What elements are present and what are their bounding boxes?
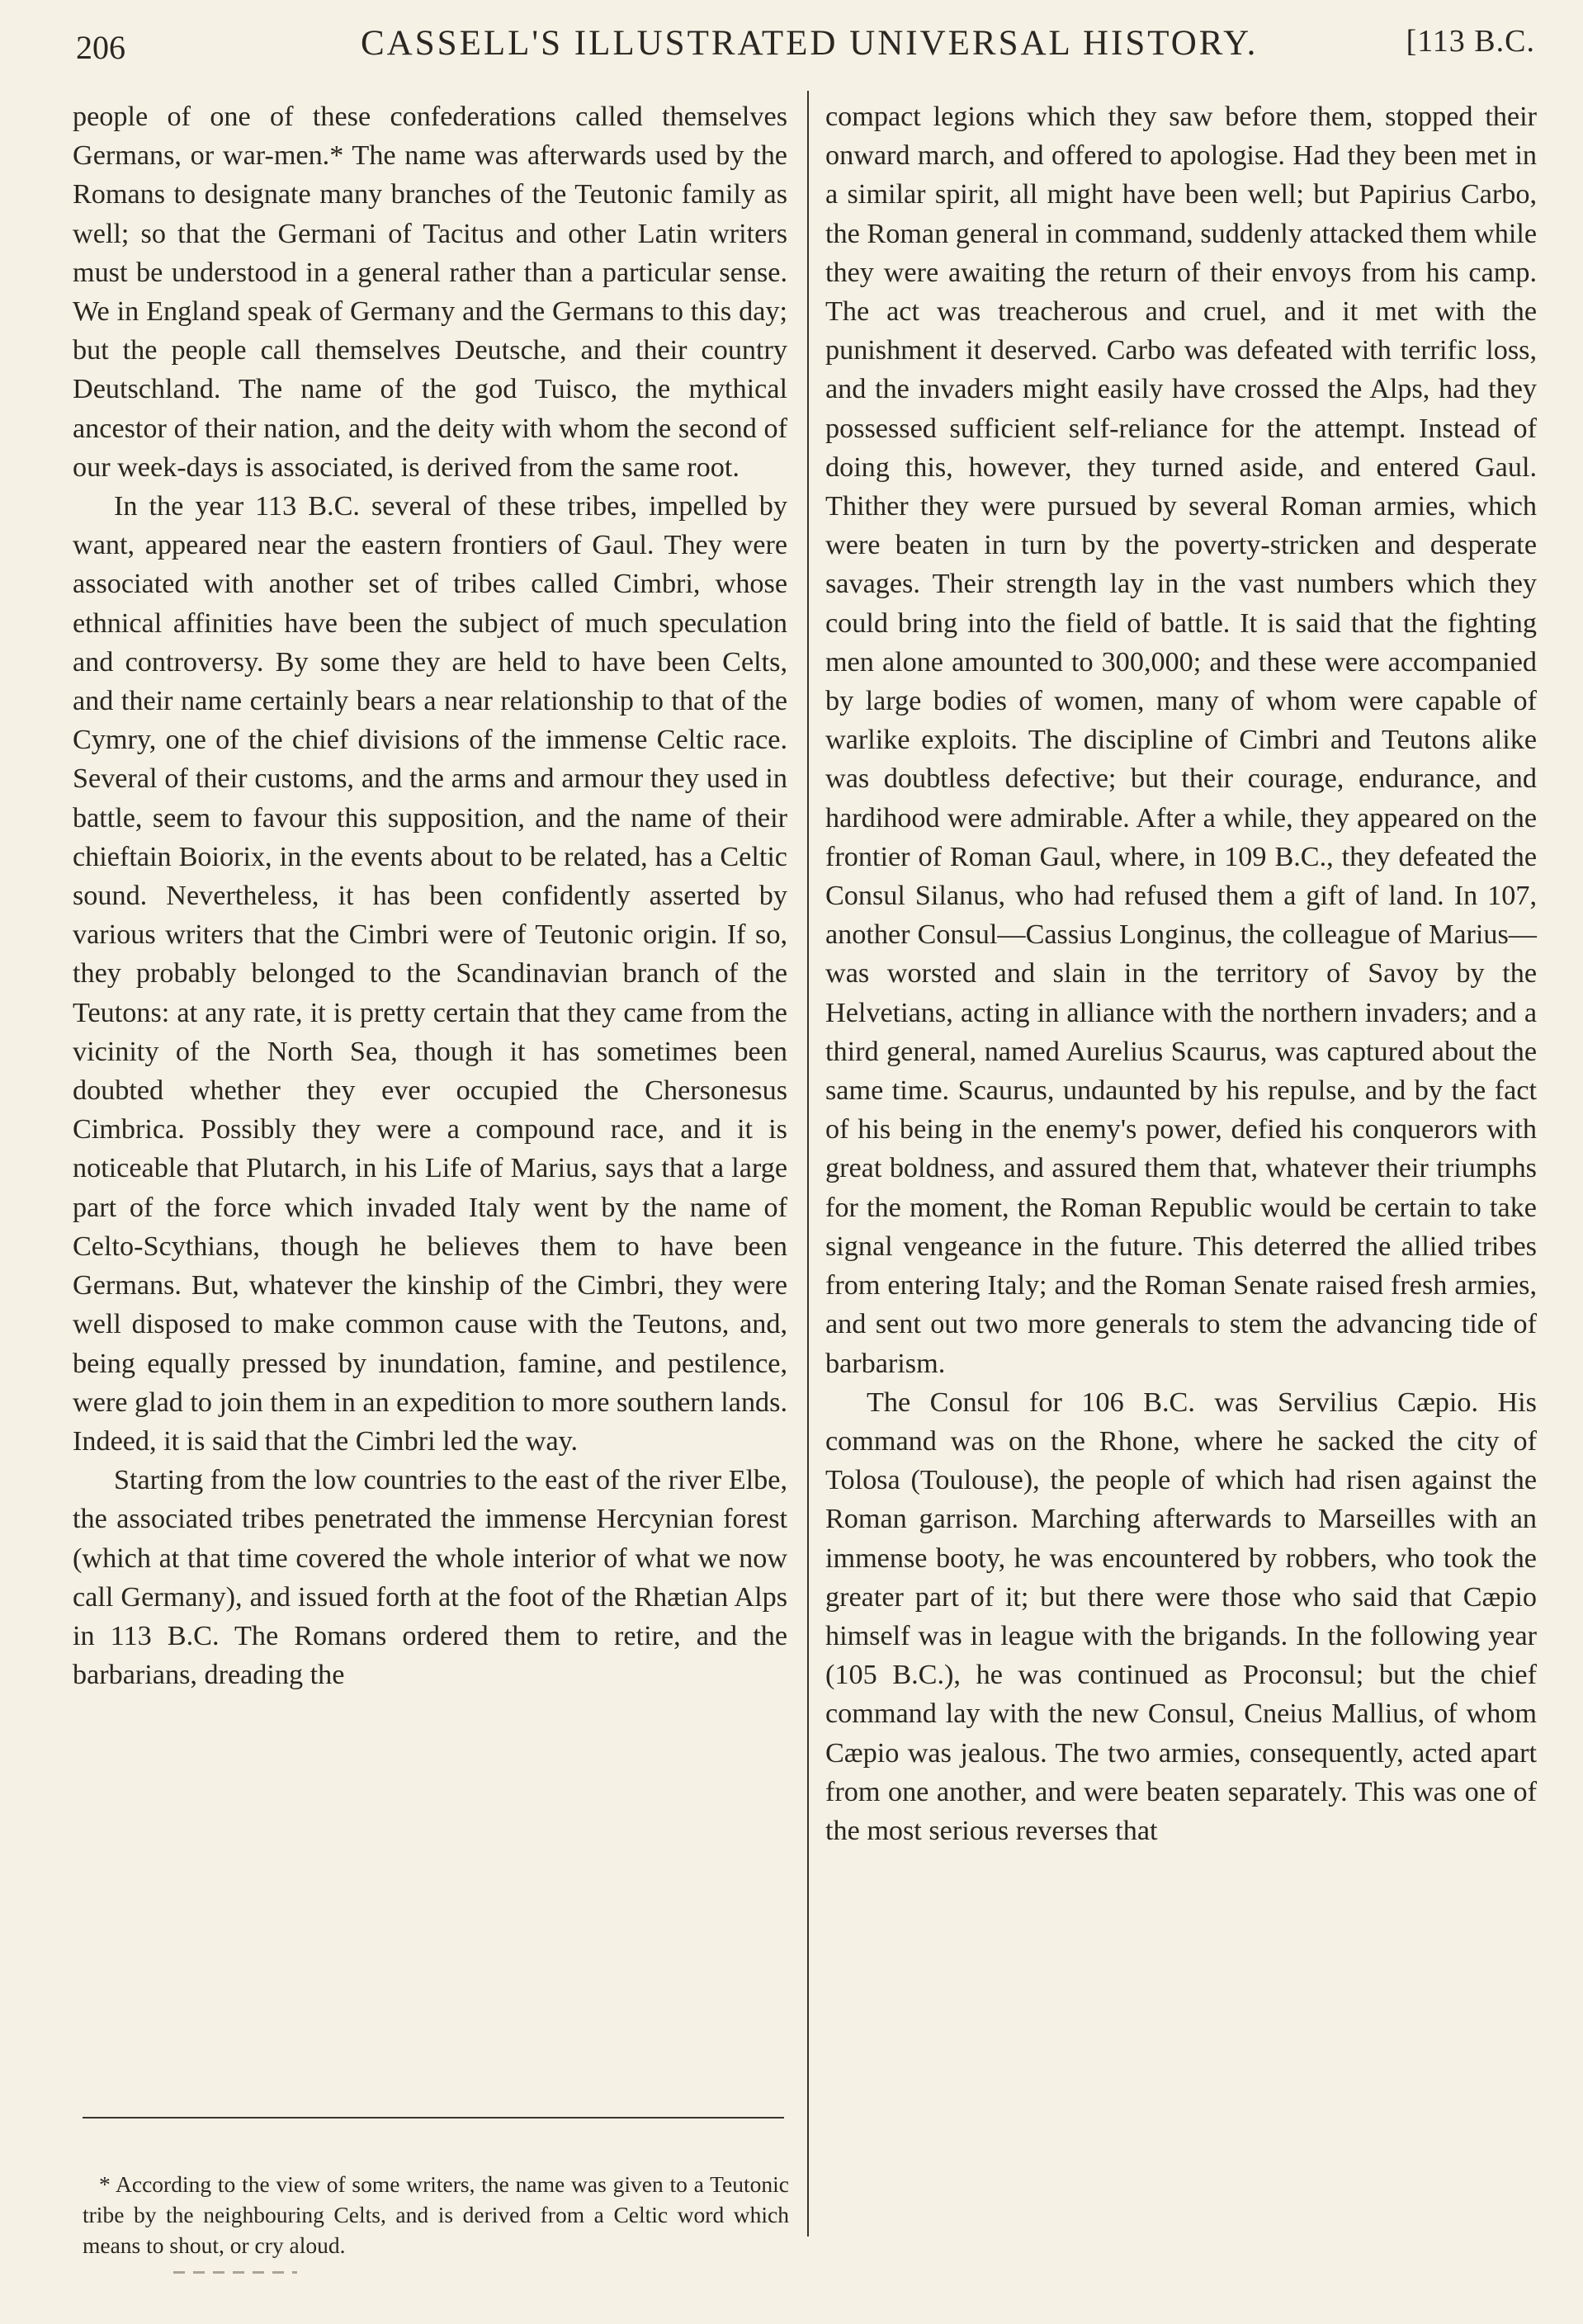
right-paragraph-1: compact legions which they saw before them, stopped their onward march, and offered to apologise. Had they been met in a similar spirit, all might have been well; but Papirius Carbo, the Roman general in command, suddenly attacked them while they were awaiting the return of their envoys from his camp. The act was treacherous and cruel, and it met with the punishment it deserved. Carbo was defeated with terrific loss, and the invaders might easily have crossed the Alps, had they possessed sufficient self-reliance for the attempt. Instead of doing this, however, they turned aside, and entered Gaul. Thither they were pursued by several Roman armies, which were beaten in turn by the poverty-stricken and desperate savages. Their strength lay in the vast numbers which they could bring into the field of battle. It is said that the fighting men alone amounted to 300,000; and these were accompanied by large bodies of women, many of whom were capable of warlike exploits. The discipline of Cimbri and Teutons alike was doubtless defective; but their courage, endurance, and hardihood were admirable. After a while, they appeared on the frontier of Roman Gaul, where, in 109 B.C., they defeated the Consul Silanus, who had refused them a gift of land. In 107, another Consul—Cassius Longinus, the colleague of Marius—was worsted and slain in the territory of Savoy by the Helvetians, acting in alliance with the northern invaders; and a third general, named Aurelius Scaurus, was captured about the same time. Scaurus, undaunted by his repulse, and by the fact of his being in the enemy's power, defied his conquerors with great boldness, and assured them that, whatever their triumphs for the moment, the Roman Republic would be certain to take signal vengeance in the future. This deterred the allied tribes from entering Italy; and the Roman Senate raised fresh armies, and sent out two more generals to stem the advancing tide of barbarism. (825, 102, 1537, 1379)
right-column (825, 97, 1537, 1850)
footnote-divider (83, 2117, 784, 2119)
left-paragraph-3: Starting from the low countries to the east of the river Elbe, the associated tribes penetrated the immense Hercynian forest (which at that time covered the whole interior of what we now call Germany), and issued forth at the foot of the Rhætian Alps in 113 B.C. The Romans ordered them to retire, and the barbarians, dreading the (73, 1465, 787, 1691)
print-smudge (173, 2271, 297, 2274)
left-column (73, 97, 787, 1694)
running-title: CASSELL'S ILLUSTRATED UNIVERSAL HISTORY. (361, 24, 1259, 63)
right-paragraph-2: The Consul for 106 B.C. was Servilius Cæpio. His command was on the Rhone, where he sacked the city of Tolosa (Toulouse), the people of which had risen against the Roman garrison. Marching afterwards to Marseilles with an immense booty, he was encountered by robbers, who took the greater part of it; but there were those who said that Cæpio himself was in league with the brigands. In the following year (105 B.C.), he was continued as Proconsul; but the chief command lay with the new Consul, Cneius Mallius, of whom Cæpio was jealous. The two armies, consequently, acted apart from one another, and were beaten separately. This was one of the most serious reverses that (825, 1386, 1537, 1846)
header-date: [113 B.C. (1406, 24, 1535, 59)
page-number: 206 (76, 29, 125, 66)
page-header (76, 23, 1535, 73)
left-paragraph-2: In the year 113 B.C. several of these tribes, impelled by want, appeared near the eastern frontiers of Gaul. They were associated with another set of tribes called Cimbri, whose ethnical affinities have been the subject of much speculation and controversy. By some they are held to have been Celts, and their name certainly bears a near relationship to that of the Cymry, one of the chief divisions of the immense Celtic race. Several of their customs, and the arms and armour they used in battle, seem to favour this supposition, and the name of their chieftain Boiorix, in the events about to be related, has a Celtic sound. Nevertheless, it has been confidently asserted by various writers that the Cimbri were of Teutonic origin. If so, they probably belonged to the Scandinavian branch of the Teutons: at any rate, it is pretty certain that they came from the vicinity of the North Sea, though it has sometimes been doubted whether they ever occupied the Chersonesus Cimbrica. Possibly they were a compound race, and it is noticeable that Plutarch, in his Life of Marius, says that a large part of the force which invaded Italy went by the name of Celto-Scythians, though he believes them to have been Germans. But, whatever the kinship of the Cimbri, they were well disposed to make common cause with the Teutons, and, being equally pressed by inundation, famine, and pestilence, were glad to join them in an expedition to more southern lands. Indeed, it is said that the Cimbri led the way. (73, 491, 787, 1457)
footnote: * According to the view of some writers, the name was given to a Teutonic tribe by the neighbouring Celts, and is derived from a Celtic word which means to shout, or cry aloud. (83, 2170, 789, 2258)
left-paragraph-1: people of one of these confederations called themselves Germans, or war-men.* The name was afterwards used by the Romans to designate many branches of the Teutonic family as well; so that the Germani of Tacitus and other Latin writers must be understood in a general rather than a particular sense. We in England speak of Germany and the Germans to this day; but the people call themselves Deutsche, and their country Deutschland. The name of the god Tuisco, the mythical ancestor of their nation, and the deity with whom the second of our week-days is associated, is derived from the same root. (73, 102, 787, 483)
column-divider (807, 91, 809, 2237)
